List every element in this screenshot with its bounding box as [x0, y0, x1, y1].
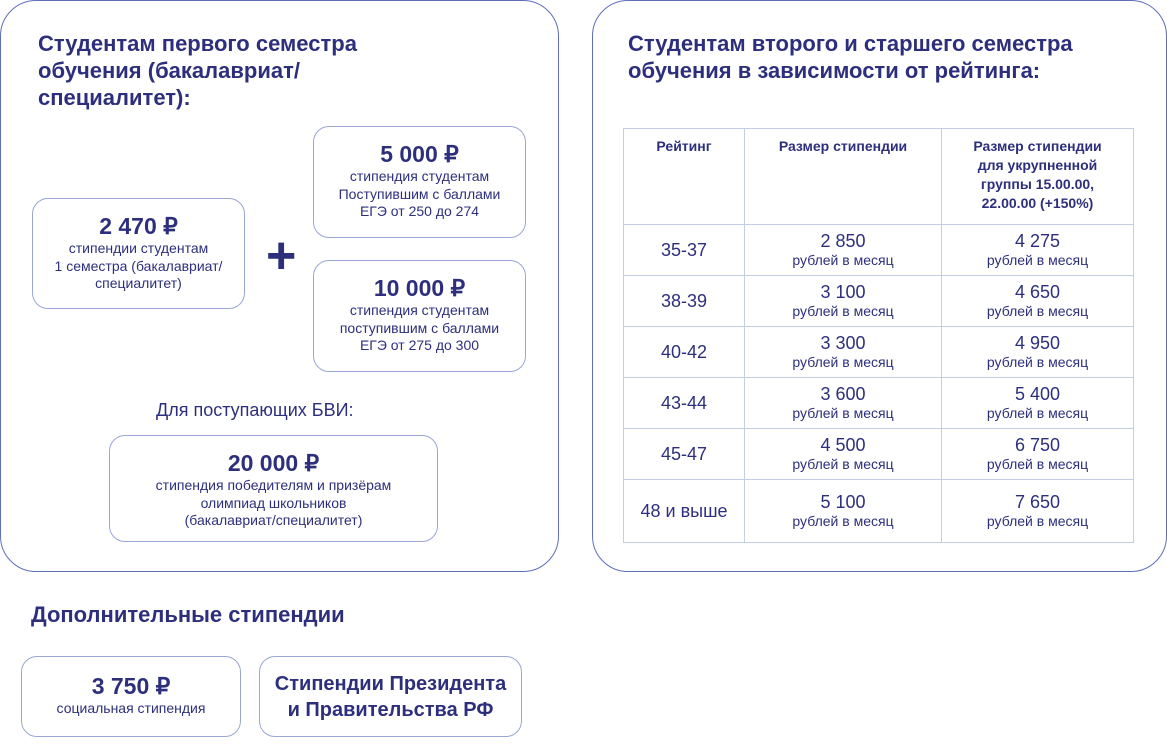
table-row: [624, 225, 1134, 276]
enlarged-amount-cell: [942, 225, 1134, 276]
enlarged-amount-value: 4 950: [1014, 333, 1061, 353]
enlarged-amount-cell: [942, 480, 1134, 543]
amount-unit: рублей в месяц: [792, 513, 894, 529]
amount-unit: рублей в месяц: [986, 354, 1089, 370]
base-amount-value: 3 600: [820, 384, 866, 404]
table-row: [624, 378, 1134, 429]
enlarged-amount-value: 7 650: [1014, 492, 1061, 512]
header-amount: Размер стипендии: [745, 129, 942, 225]
header-rating: Рейтинг: [624, 129, 745, 225]
table-row: [624, 480, 1134, 543]
bvi-card: [109, 435, 438, 542]
base-amount-value: 2 850: [820, 231, 866, 251]
base-amount-cell: [745, 225, 942, 276]
bonus-275-amount: 10 000 ₽: [373, 275, 466, 301]
rating-cell: 40-42: [624, 327, 745, 378]
bvi-label: Для поступающих БВИ:: [156, 400, 354, 420]
rating-table: [623, 128, 1134, 543]
bonus-250-desc: стипендия студентам Поступившим с баллами ЕГЭ от 250 до 274: [338, 168, 501, 219]
table-row: [624, 327, 1134, 378]
rating-cell: 35-37: [624, 225, 745, 276]
bonus-275-desc: стипендия студентам поступившим с баллами ЕГЭ от 275 до 300: [339, 302, 500, 353]
amount-unit: рублей в месяц: [792, 303, 894, 319]
rating-table-header: [624, 129, 1134, 225]
base-amount-value: 3 100: [820, 282, 866, 302]
social-desc: социальная стипендия: [56, 700, 206, 716]
bonus-250-amount: 5 000 ₽: [380, 141, 459, 167]
base-amount-value: 3 300: [820, 333, 866, 353]
enlarged-amount-value: 6 750: [1014, 435, 1061, 455]
social-amount: 3 750 ₽: [91, 673, 171, 699]
enlarged-amount-cell: [942, 327, 1134, 378]
base-amount-cell: [745, 276, 942, 327]
rating-cell: 45-47: [624, 429, 745, 480]
enlarged-amount-cell: [942, 378, 1134, 429]
president-text: Стипендии Президента и Правительства РФ: [274, 673, 507, 721]
rating-cell: 43-44: [624, 378, 745, 429]
rating-cell: 38-39: [624, 276, 745, 327]
upper-semester-title: Студентам второго и старшего семестра обучения в зависимости от рейтинга:: [628, 31, 1073, 83]
base-amount-cell: [745, 378, 942, 429]
enlarged-amount-cell: [942, 429, 1134, 480]
amount-unit: рублей в месяц: [986, 303, 1089, 319]
first-semester-title: Студентам первого семестра обучения (бакалавриат/ специалитет):: [38, 31, 357, 110]
amount-unit: рублей в месяц: [792, 456, 894, 472]
amount-unit: рублей в месяц: [792, 354, 894, 370]
amount-unit: рублей в месяц: [986, 513, 1089, 529]
amount-unit: рублей в месяц: [792, 405, 894, 421]
base-amount-cell: [745, 327, 942, 378]
header-enlarged-amount: Размер стипендии для укрупненной группы 15.00.00, 22.00.00 (+150%): [942, 129, 1134, 225]
rating-cell: 48 и выше: [624, 480, 745, 543]
table-row: [624, 429, 1134, 480]
base-amount-value: 5 100: [820, 492, 866, 512]
table-row: [624, 276, 1134, 327]
amount-unit: рублей в месяц: [986, 252, 1089, 268]
base-amount-cell: [745, 480, 942, 543]
amount-unit: рублей в месяц: [792, 252, 894, 268]
enlarged-amount-value: 5 400: [1014, 384, 1061, 404]
base-scholarship-amount: 2 470 ₽: [99, 213, 178, 239]
bonus-card-275: [313, 260, 526, 372]
base-amount-cell: [745, 429, 942, 480]
bvi-amount: 20 000 ₽: [227, 450, 320, 476]
base-amount-value: 4 500: [820, 435, 866, 455]
bvi-desc: стипендия победителям и призёрам олимпиад школьников (бакалавриат/специалитет): [155, 477, 392, 528]
amount-unit: рублей в месяц: [986, 456, 1089, 472]
bonus-card-250: [313, 126, 526, 238]
base-scholarship-desc: стипендии студентам 1 семестра (бакалавриат/ специалитет): [54, 240, 223, 291]
plus-sign: +: [266, 227, 297, 285]
enlarged-amount-cell: [942, 276, 1134, 327]
enlarged-amount-value: 4 650: [1014, 282, 1061, 302]
base-scholarship-card: [32, 198, 245, 309]
social-scholarship-card: [21, 656, 241, 737]
additional-title: Дополнительные стипендии: [31, 602, 345, 627]
amount-unit: рублей в месяц: [986, 405, 1089, 421]
president-scholarship-card: [259, 656, 522, 737]
enlarged-amount-value: 4 275: [1014, 231, 1061, 251]
